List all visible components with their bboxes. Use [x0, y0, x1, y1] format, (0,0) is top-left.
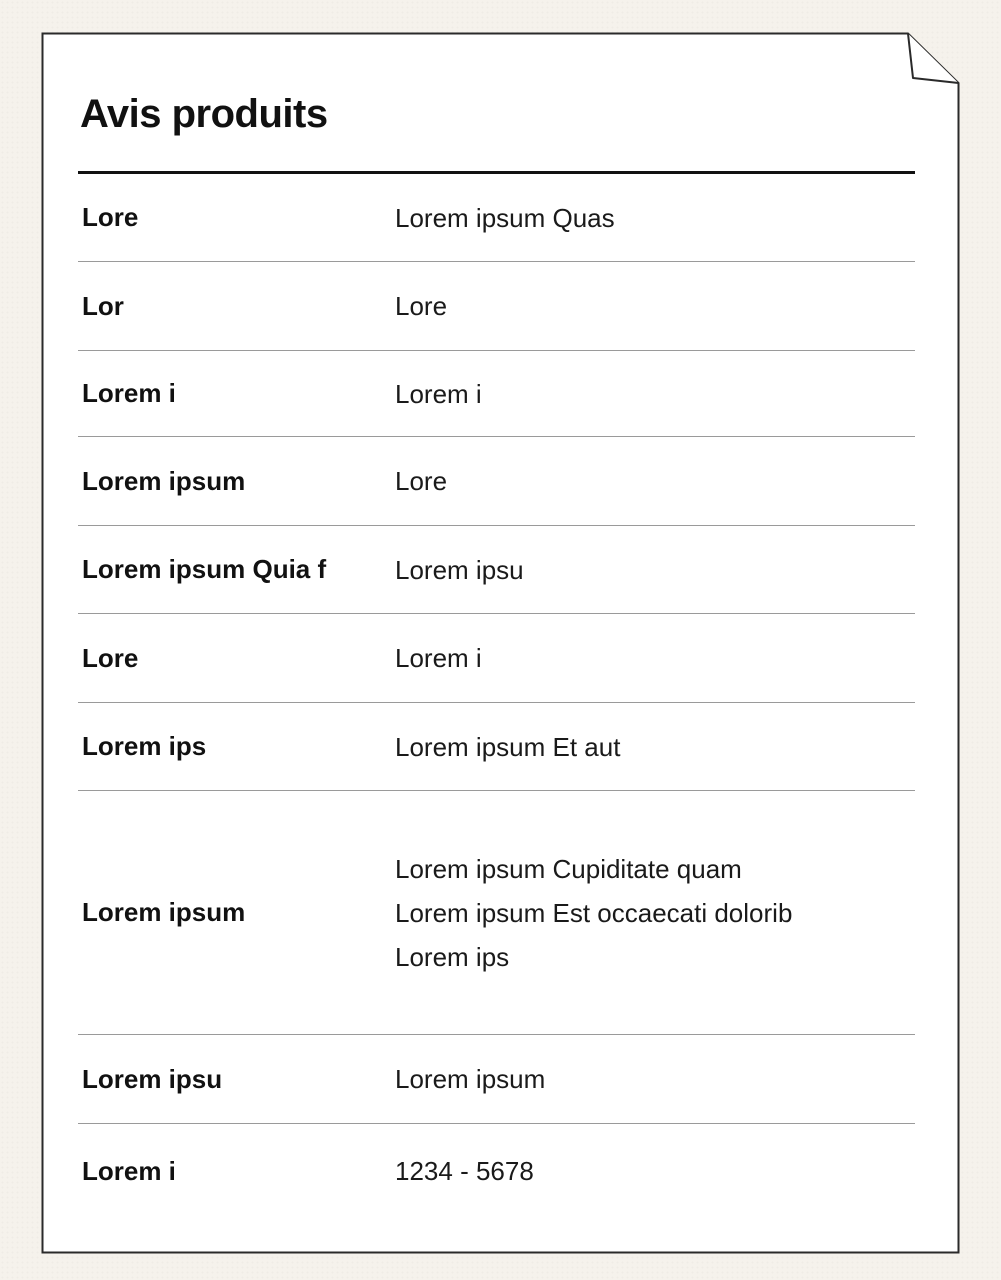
row-value-line: Lorem ips — [395, 941, 510, 972]
table-row — [78, 174, 915, 262]
row-value-line: Lorem i — [395, 378, 482, 409]
row-label: Lorem ipsum Quia f — [82, 554, 327, 584]
row-value — [395, 1057, 915, 1101]
table-row — [78, 351, 915, 437]
table-row — [78, 703, 915, 791]
row-label: Lorem i — [82, 378, 176, 408]
page-title: Avis produits — [80, 92, 328, 136]
review-table — [78, 174, 915, 1218]
row-value — [395, 1149, 915, 1193]
row-value — [395, 548, 915, 592]
table-row — [78, 1124, 915, 1218]
row-label: Lorem i — [82, 1155, 176, 1186]
row-label: Lorem ipsum — [82, 465, 246, 496]
row-value-line: Lore — [395, 291, 448, 321]
table-row — [78, 437, 915, 526]
row-value-line: Lorem ipsum Cupiditate quam — [395, 853, 742, 884]
table-row — [78, 791, 915, 1035]
row-label: Lorem ipsu — [82, 1063, 223, 1094]
table-row — [78, 614, 915, 703]
document-page — [42, 33, 959, 1253]
row-value — [395, 847, 915, 979]
table-row — [78, 262, 915, 351]
row-value-line: Lorem ipsum Est occaecati dolorib — [395, 897, 793, 928]
row-value-line: Lorem ipsum Quas — [395, 202, 615, 233]
row-value-line: Lorem ipsum — [395, 1064, 546, 1094]
row-value-line: Lorem ipsum Et aut — [395, 731, 621, 762]
table-row — [78, 526, 915, 614]
row-label: Lor — [82, 290, 124, 321]
row-value-line: Lorem ipsu — [395, 554, 524, 585]
row-value — [395, 459, 915, 503]
row-value — [395, 372, 915, 416]
row-label: Lore — [82, 642, 139, 673]
table-row — [78, 1035, 915, 1124]
row-label: Lore — [82, 202, 139, 232]
row-value-line: 1234 - 5678 — [395, 1156, 534, 1186]
row-value — [395, 636, 915, 680]
row-value — [395, 196, 915, 240]
row-value-line: Lore — [395, 466, 448, 496]
row-value-line: Lorem i — [395, 643, 482, 673]
row-value — [395, 284, 915, 328]
row-value — [395, 725, 915, 769]
row-label: Lorem ipsum — [82, 897, 246, 927]
row-label: Lorem ips — [82, 731, 207, 761]
